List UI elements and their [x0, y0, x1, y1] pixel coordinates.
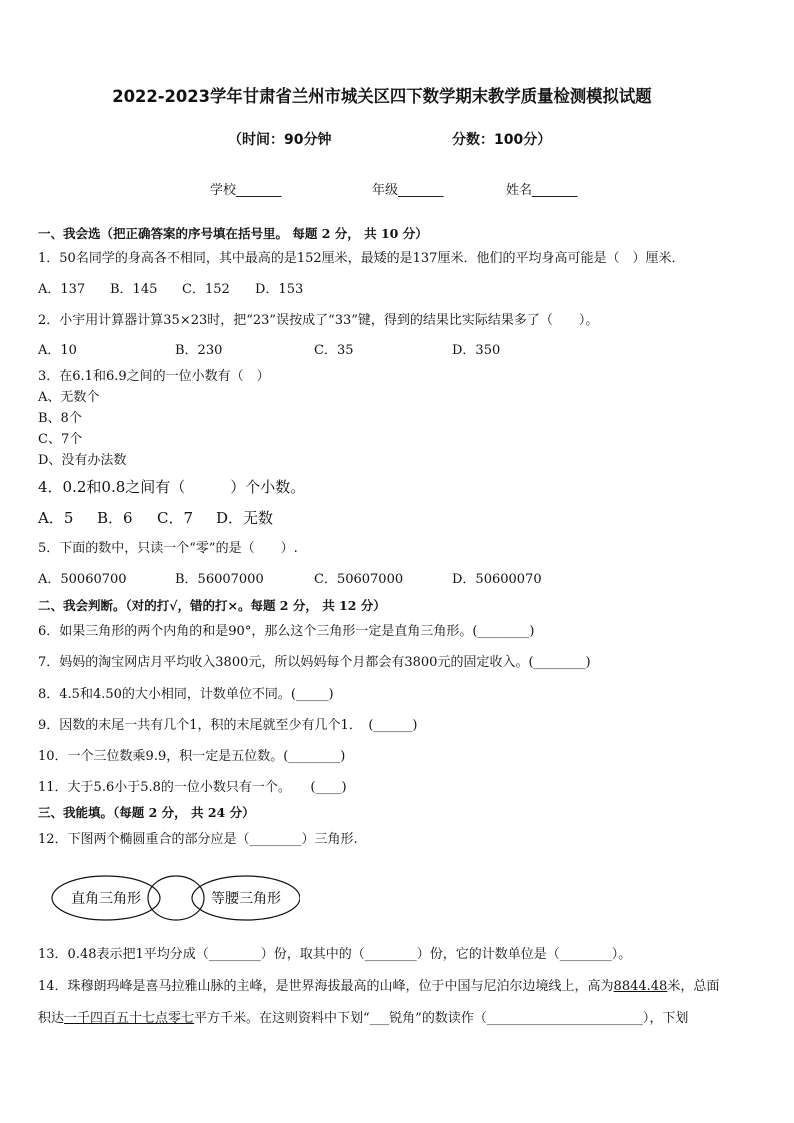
- question-13: 13．0.48表示把1平均分成（________）份，取其中的（________）份，它的计数单位是（________）。: [38, 947, 632, 962]
- question-6: 6．如果三角形的两个内角的和是90°，那么这个三角形一定是直角三角形。(________): [38, 624, 535, 639]
- q1-option-d: D．153: [255, 282, 304, 297]
- question-10: 10．一个三位数乘9.9，积一定是五位数。(________): [38, 749, 346, 764]
- q4-option-d: D．无数: [216, 509, 274, 527]
- left-ellipse-label: 直角三角形: [71, 891, 141, 907]
- page-title: 2022-2023学年甘肃省兰州市城关区四下数学期末教学质量检测模拟试题: [112, 87, 652, 107]
- q5-option-c: C．50607000: [314, 572, 404, 587]
- question-7: 7．妈妈的淘宝网店月平均收入3800元，所以妈妈每个月都会有3800元的固定收入。(________): [38, 655, 591, 670]
- q2-option-b: B．230: [175, 343, 223, 358]
- right-ellipse-label: 等腰三角形: [211, 891, 281, 907]
- overlapping-ellipses-diagram: [50, 874, 300, 924]
- q5-option-a: A．50060700: [38, 572, 127, 587]
- q1-option-b: B．145: [110, 282, 158, 297]
- school-field: 学校_______: [210, 183, 282, 198]
- q14-text-1: 14．珠穆朗玛峰是喜马拉雅山脉的主峰，是世界海拔最高的山峰，位于中国与尼泊尔边境线上，高为: [38, 979, 614, 994]
- section-2-heading: 二、我会判断。（对的打√，错的打×。每题 2 分， 共 12 分）: [38, 598, 386, 613]
- section-1-heading: 一、我会选（把正确答案的序号填在括号里。 每题 2 分， 共 10 分）: [38, 226, 428, 241]
- q1-option-c: C．152: [182, 282, 230, 297]
- q4-option-b: B．6: [97, 509, 133, 527]
- q14-text-2: 米，总面: [667, 979, 720, 994]
- q3-option-d: D、没有办法数: [38, 453, 127, 468]
- grade-field: 年级_______: [372, 183, 444, 198]
- question-14-line-2: [38, 1011, 688, 1027]
- q4-option-c: C．7: [157, 509, 194, 527]
- exam-time: （时间：90分钟: [228, 132, 332, 148]
- q14-text-3: 积达: [38, 1011, 65, 1026]
- question-2: 2．小宇用计算器计算35×23时，把“23”误按成了“33”键，得到的结果比实际结果多了（ ）。: [38, 313, 599, 328]
- q5-option-b: B．56007000: [175, 572, 264, 587]
- q4-option-a: A．5: [38, 509, 74, 527]
- q14-height-value: 8844.48: [613, 979, 668, 994]
- question-4: 4．0.2和0.8之间有（ ）个小数。: [38, 478, 306, 496]
- question-12: 12．下图两个椭圆重合的部分应是（________）三角形.: [38, 832, 358, 847]
- q3-option-a: A、无数个: [38, 390, 100, 405]
- name-field: 姓名_______: [506, 183, 578, 198]
- section-3-heading: 三、我能填。（每题 2 分， 共 24 分）: [38, 805, 255, 820]
- q3-option-c: C、7个: [38, 432, 83, 447]
- exam-score: 分数：100分）: [452, 132, 552, 148]
- question-14-line-1: [38, 979, 719, 995]
- question-11: 11．大于5.6小于5.8的一位小数只有一个。 (____): [38, 780, 347, 795]
- q3-option-b: B、8个: [38, 411, 82, 426]
- q2-option-c: C．35: [314, 343, 354, 358]
- question-5: 5．下面的数中，只读一个“零”的是（ ）.: [38, 541, 298, 556]
- question-9: 9．因数的末尾一共有几个1，积的末尾就至少有几个1． (______): [38, 718, 418, 733]
- q1-option-a: A．137: [38, 282, 86, 297]
- q2-option-d: D．350: [452, 343, 501, 358]
- overlap-ellipse: [148, 876, 204, 920]
- q5-option-d: D．50600070: [452, 572, 542, 587]
- question-1: 1．50名同学的身高各不相同，其中最高的是152厘米，最矮的是137厘米．他们的平均身高可能是（ ）厘米．: [38, 251, 685, 266]
- q14-text-4: 平方千米。在这则资料中下划“___锐角”的数读作（________________________），下划: [194, 1011, 689, 1026]
- q2-option-a: A．10: [38, 343, 77, 358]
- q14-area-value: 一千四百五十七点零七: [64, 1011, 195, 1026]
- question-8: 8．4.5和4.50的大小相同，计数单位不同。(_____): [38, 687, 334, 702]
- question-3: 3．在6.1和6.9之间的一位小数有（ ）: [38, 369, 270, 384]
